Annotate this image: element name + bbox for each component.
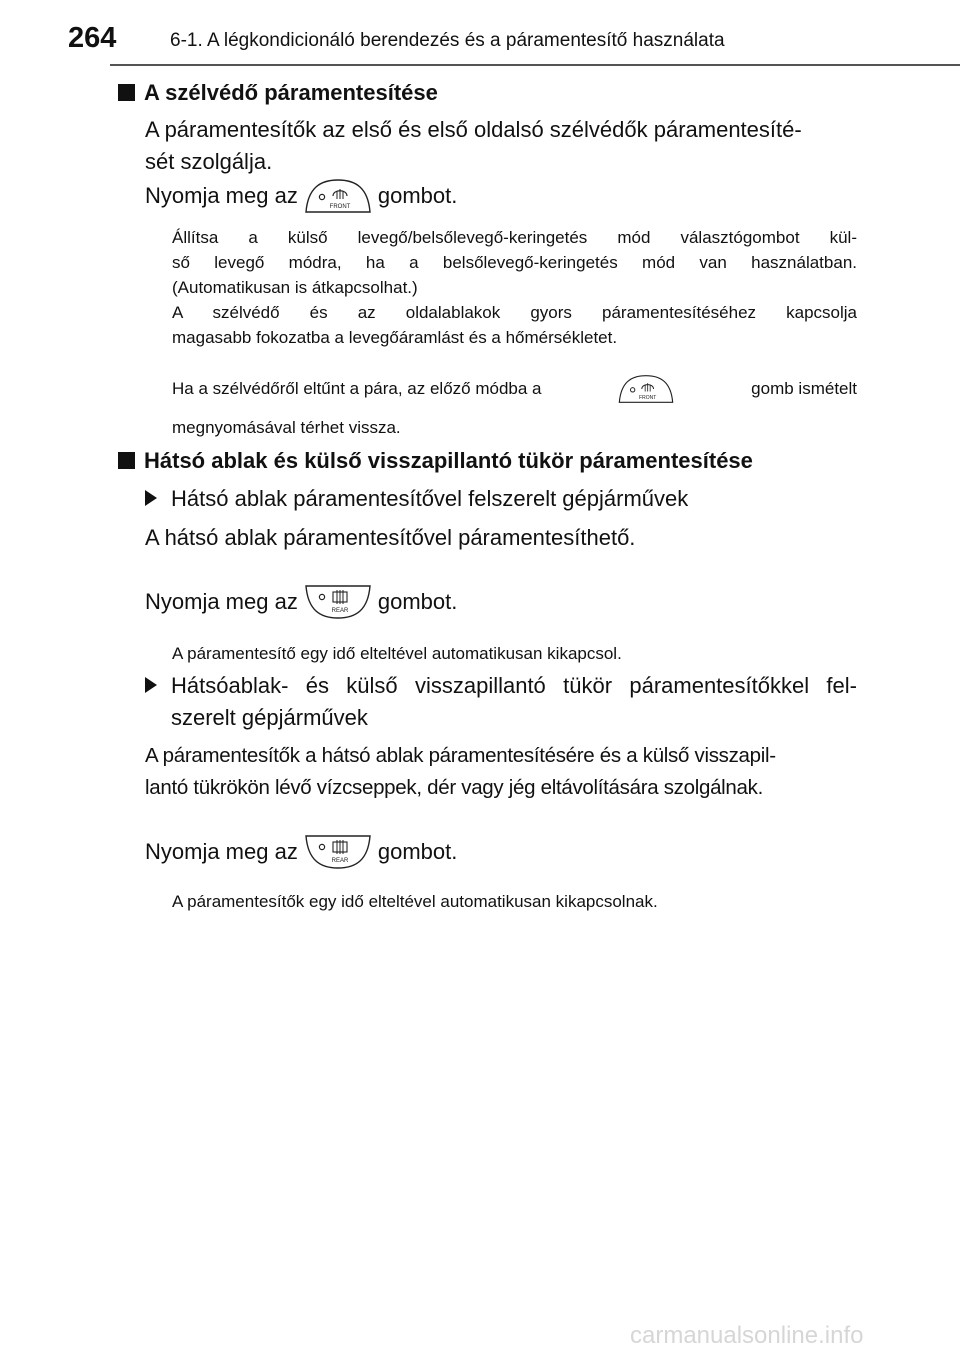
square-bullet-icon — [118, 452, 135, 469]
windshield-intro-line1: A páramentesítők az első és első oldalsó szélvédők páramentesíté- — [145, 117, 802, 142]
windshield-note-line2: ső levegő módra, ha a belsőlevegő-keringetés mód van használatban. — [172, 253, 857, 272]
windshield-return-line2: megnyomásával térhet vissza. — [172, 418, 401, 437]
svg-text:FRONT: FRONT — [329, 204, 351, 210]
subsection-rear-and-mirror-defogger: Hátsóablak- és külső visszapillantó tükör páramentesítőkkel fel- — [145, 670, 857, 702]
watermark: carmanualsonline.info — [630, 1322, 864, 1349]
rear-defogger-note: A páramentesítő egy idő elteltével automatikusan kikapcsol. — [172, 644, 622, 663]
section-heading-windshield: A szélvédő páramentesítése — [118, 80, 438, 106]
rear-defogger-description: A hátsó ablak páramentesítővel páramentesíthető. — [145, 525, 636, 550]
windshield-press-instruction: Nyomja meg az FRONT gombot. — [145, 178, 457, 214]
windshield-note-line5: magasabb fokozatba a levegőáramlást és a hőmérsékletet. — [172, 328, 618, 347]
rear-mirror-press-instruction: Nyomja meg az REAR gombot. — [145, 834, 457, 870]
windshield-intro-line2: sét szolgálja. — [145, 149, 273, 174]
header-rule — [110, 64, 960, 66]
front-defogger-button-icon — [616, 372, 676, 406]
front-defogger-button-icon — [302, 178, 374, 214]
triangle-bullet-icon — [145, 677, 157, 693]
svg-text:FRONT: FRONT — [639, 395, 657, 401]
windshield-note-line1: Állítsa a külső levegő/belsőlevegő-keringetés mód választógombot kül- — [172, 228, 857, 247]
square-bullet-icon — [118, 84, 135, 101]
rear-defogger-button-icon — [302, 584, 374, 620]
subsection-rear-defogger: Hátsó ablak páramentesítővel felszerelt gépjárművek — [145, 483, 688, 515]
svg-text:REAR: REAR — [331, 858, 349, 864]
page-number: 264 — [68, 22, 117, 54]
rear-press-instruction: Nyomja meg az REAR gombot. — [145, 584, 457, 620]
windshield-note-line4: A szélvédő és az oldalablakok gyors páramentesítéséhez kapcsolja — [172, 303, 857, 322]
subsection-rear-and-mirror-title-line2: szerelt gépjárművek — [171, 705, 368, 730]
windshield-return-instruction: Ha a szélvédőről eltűnt a pára, az előző módba a FRONT gomb ismételt — [172, 372, 857, 406]
rear-defogger-button-icon — [302, 834, 374, 870]
windshield-note-line3: (Automatikusan is átkapcsolhat.) — [172, 278, 418, 297]
triangle-bullet-icon — [145, 490, 157, 506]
rear-mirror-description-line2: lantó tükrökön lévő vízcseppek, dér vagy jég eltávolítására szolgálnak. — [145, 776, 763, 799]
rear-mirror-description-line1: A páramentesítők a hátsó ablak páramentesítésére és a külső visszapil- — [145, 744, 776, 767]
rear-mirror-note: A páramentesítők egy idő elteltével automatikusan kikapcsolnak. — [172, 892, 658, 911]
chapter-title: 6-1. A légkondicionáló berendezés és a páramentesítő használata — [170, 30, 725, 51]
svg-text:REAR: REAR — [331, 608, 349, 614]
section-heading-rear-window: Hátsó ablak és külső visszapillantó tükör páramentesítése — [118, 448, 753, 474]
